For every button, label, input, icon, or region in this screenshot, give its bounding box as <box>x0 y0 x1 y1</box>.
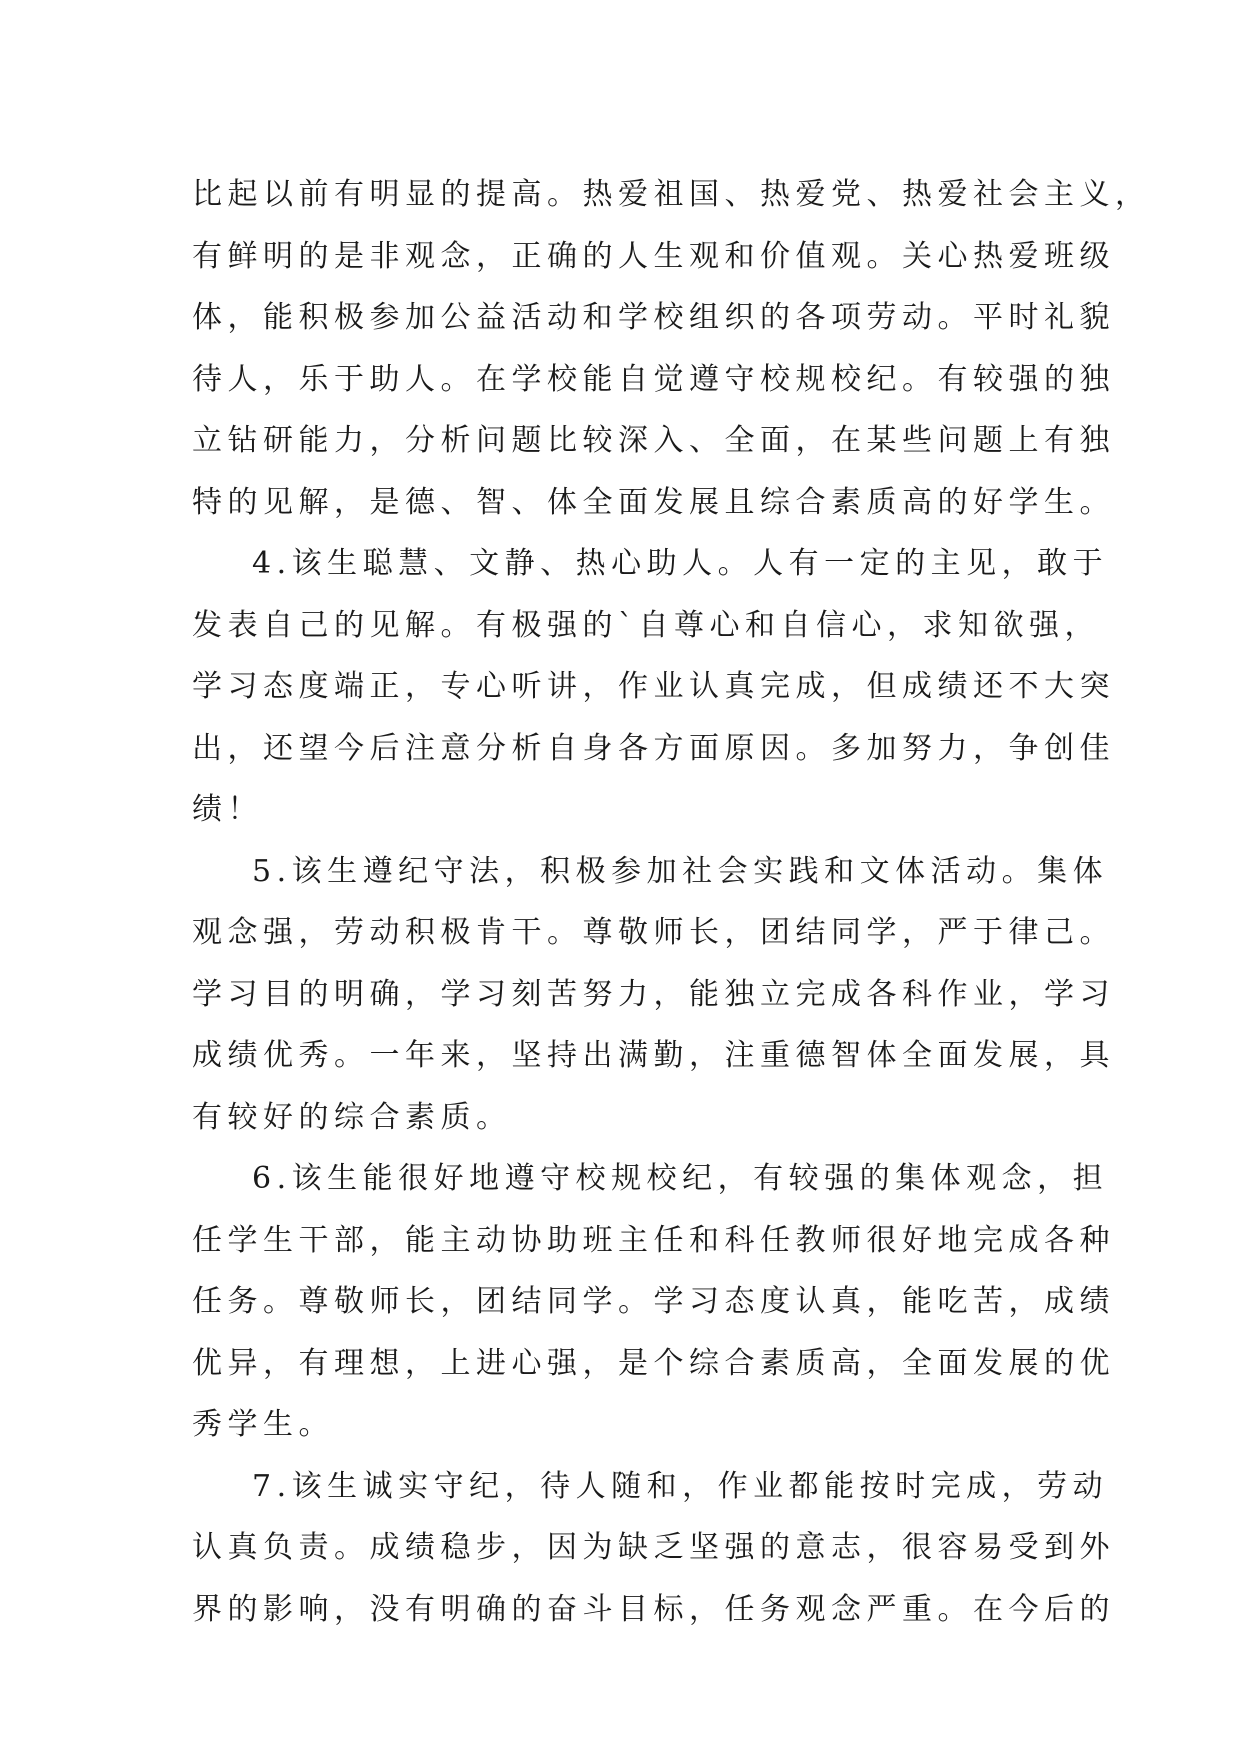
text-line: 7.该生诚实守纪，待人随和，作业都能按时完成，劳动 <box>252 1468 1109 1504</box>
text-line: 任务。尊敬师长，团结同学。学习态度认真，能吃苦，成绩 <box>192 1284 1115 1319</box>
paragraph <box>192 841 1115 1149</box>
text-line: 学习目的明确，学习刻苦努力，能独立完成各科作业，学习 <box>192 976 1115 1012</box>
paragraph <box>192 164 1151 533</box>
text-line: 秀学生。 <box>192 1407 334 1442</box>
text-line: 体，能积极参加公益活动和学校组织的各项劳动。平时礼貌 <box>192 300 1115 335</box>
text-line: 特的见解，是德、智、体全面发展且综合素质高的好学生。 <box>192 484 1115 520</box>
text-line: 观念强，劳动积极肯干。尊敬师长，团结同学，严于律己。 <box>192 915 1115 950</box>
text-line: 界的影响，没有明确的奋斗目标，任务观念严重。在今后的 <box>192 1591 1115 1627</box>
text-line: 比起以前有明显的提高。热爱祖国、热爱党、热爱社会主义， <box>192 177 1151 212</box>
text-line: 5.该生遵纪守法，积极参加社会实践和文体活动。集体 <box>252 853 1109 889</box>
text-line: 发表自己的见解。有极强的`自尊心和自信心，求知欲强， <box>192 607 1100 643</box>
text-line: 学习态度端正，专心听讲，作业认真完成，但成绩还不大突 <box>192 669 1115 704</box>
paragraph <box>192 1148 1115 1456</box>
text-line: 成绩优秀。一年来，坚持出满勤，注重德智体全面发展，具 <box>192 1038 1115 1073</box>
text-line: 绩！ <box>192 792 263 827</box>
document-body <box>192 164 1151 1640</box>
paragraph <box>192 533 1115 841</box>
text-line: 优异，有理想，上进心强，是个综合素质高，全面发展的优 <box>192 1345 1115 1381</box>
paragraph <box>192 1456 1115 1641</box>
text-line: 4.该生聪慧、文静、热心助人。人有一定的主见，敢于 <box>252 546 1109 581</box>
text-line: 有鲜明的是非观念，正确的人生观和价值观。关心热爱班级 <box>192 238 1115 274</box>
text-line: 6.该生能很好地遵守校规校纪，有较强的集体观念，担 <box>252 1161 1109 1196</box>
text-line: 认真负责。成绩稳步，因为缺乏坚强的意志，很容易受到外 <box>192 1530 1115 1565</box>
text-line: 任学生干部，能主动协助班主任和科任教师很好地完成各种 <box>192 1222 1115 1258</box>
text-line: 有较好的综合素质。 <box>192 1099 512 1135</box>
text-line: 立钻研能力，分析问题比较深入、全面，在某些问题上有独 <box>192 423 1115 458</box>
text-line: 待人，乐于助人。在学校能自觉遵守校规校纪。有较强的独 <box>192 361 1115 397</box>
text-line: 出，还望今后注意分析自身各方面原因。多加努力，争创佳 <box>192 730 1115 766</box>
